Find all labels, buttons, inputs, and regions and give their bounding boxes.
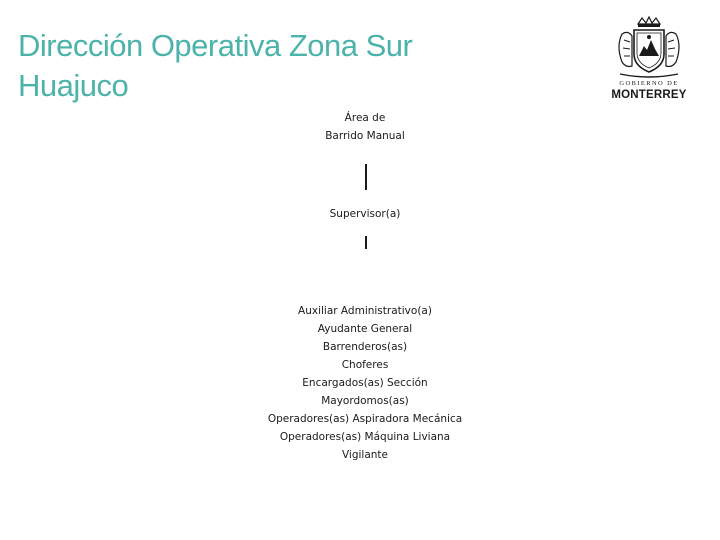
area-node-line-2: Barrido Manual (325, 130, 405, 142)
staff-item: Operadores(as) Aspiradora Mecánica (267, 413, 463, 425)
area-node (285, 109, 445, 145)
staff-item: Operadores(as) Máquina Liviana (279, 431, 451, 443)
connector-supervisor-staff (365, 236, 367, 249)
page-title-line-2: Huajuco (18, 68, 129, 103)
staff-item: Auxiliar Administrativo(a) (298, 305, 432, 317)
staff-item: Barrenderos(as) (322, 341, 408, 353)
staff-item: Ayudante General (317, 323, 413, 335)
page-title (18, 26, 412, 106)
staff-list (230, 302, 500, 464)
logo-main-text: MONTERREY (611, 89, 687, 101)
staff-item: Choferes (341, 359, 389, 371)
connector-area-supervisor (365, 164, 367, 190)
supervisor-node (285, 205, 445, 223)
staff-item: Mayordomos(as) (321, 395, 409, 407)
supervisor-label: Supervisor(a) (329, 208, 401, 220)
staff-item: Encargados(as) Sección (302, 377, 428, 389)
area-node-line-1: Área de (344, 112, 386, 124)
staff-item: Vigilante (341, 449, 389, 461)
monterrey-logo (608, 16, 690, 104)
logo-top-text: GOBIERNO DE (619, 80, 679, 87)
coat-of-arms-icon (608, 16, 690, 80)
page-title-line-1: Dirección Operativa Zona Sur (18, 28, 413, 63)
